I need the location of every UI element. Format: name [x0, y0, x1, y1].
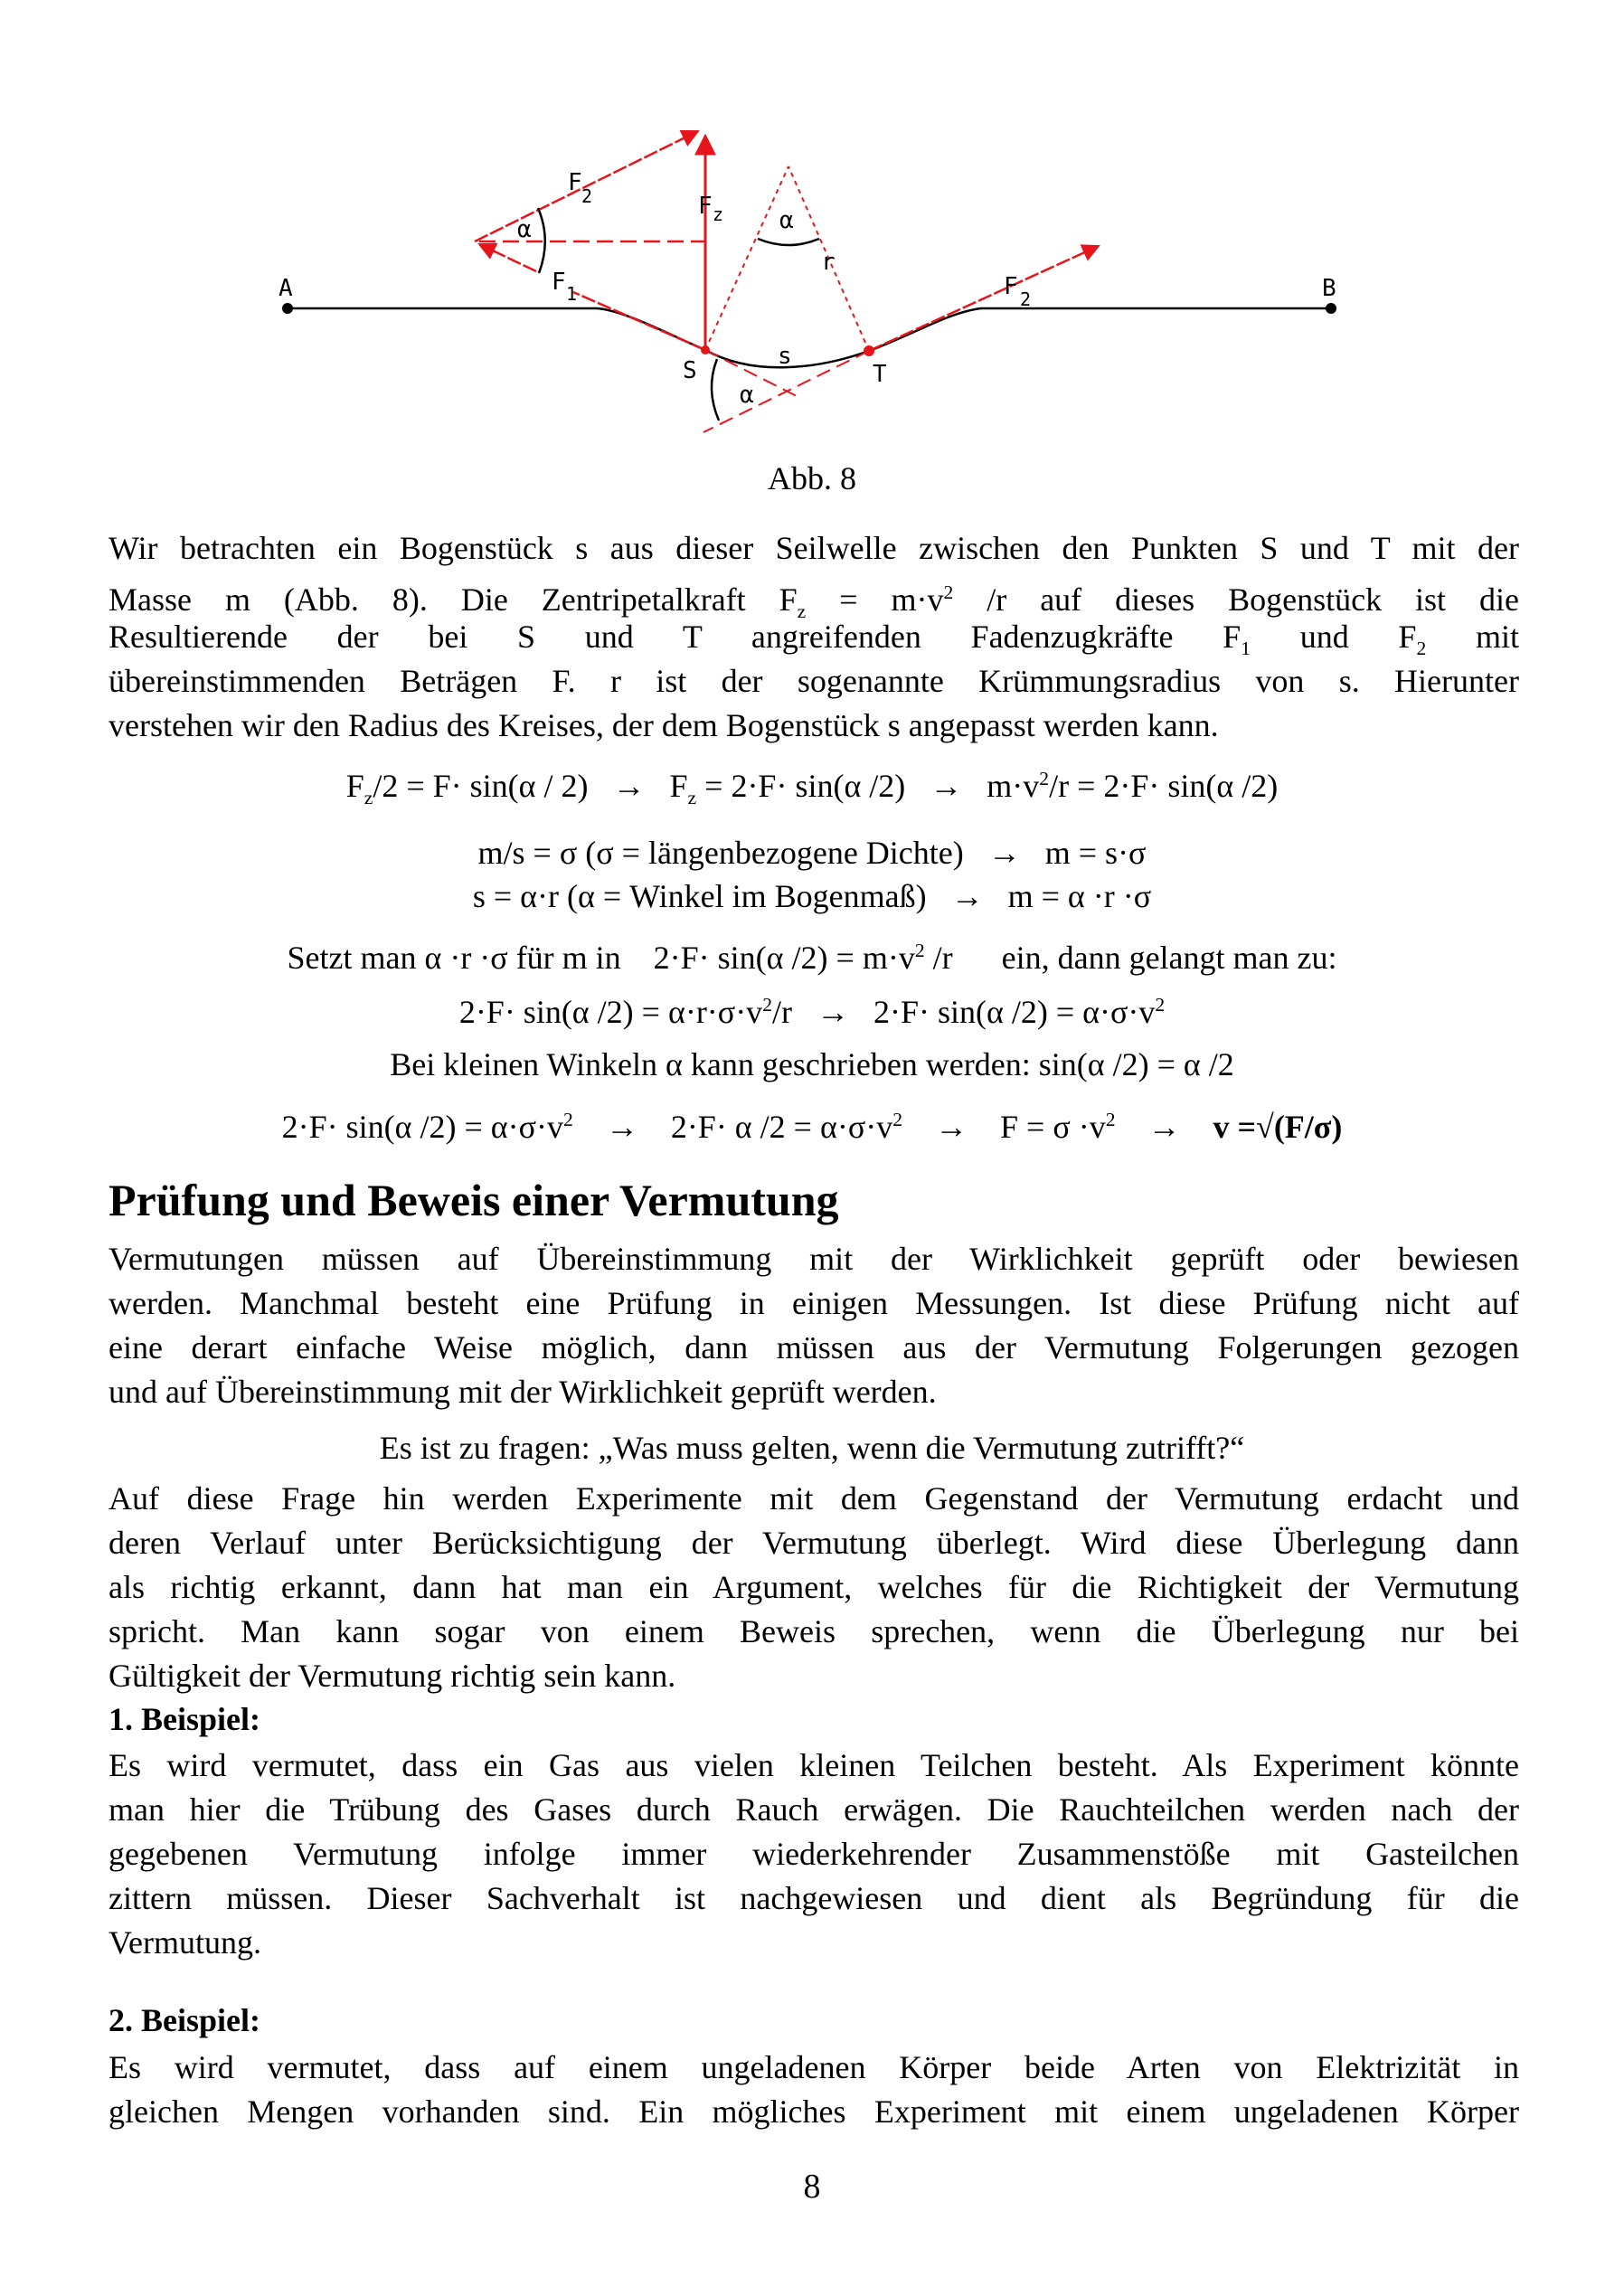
example-1-title: 1. Beispiel: [109, 1701, 260, 1737]
text-line: Resultierende der bei S und T angreifenden Fadenzugkräfte $F_1$ und $F_2$ mit [109, 619, 1519, 660]
point-A-dot [282, 303, 293, 314]
angle-arcs [538, 208, 819, 421]
rope-line [288, 308, 1331, 367]
equation-3: s = α·r (α = Winkel im Bogenmaß) → m = α ·r ·σ [472, 878, 1152, 914]
example-2-title: 2. Beispiel: [109, 2002, 260, 2038]
label-Fz [698, 193, 723, 225]
label-alpha-bottom: α [740, 382, 754, 409]
svg-text:F: F [552, 269, 566, 296]
example-1-text [109, 1744, 1519, 1965]
text-line: zittern müssen. Dieser Sachverhalt ist nachgewiesen und dient als Begründung für die [109, 1880, 1519, 1916]
label-F2-upper [568, 169, 592, 207]
equation-6: Bei kleinen Winkeln α kann geschrieben werden: sin(α /2) = α /2 [390, 1046, 1234, 1082]
label-B: B [1322, 275, 1336, 302]
text-line: gleichen Mengen vorhanden sind. Ein mögliches Experiment mit einem ungeladenen Körper [109, 2093, 1519, 2130]
text-line: Vermutungen müssen auf Übereinstimmung mit der Wirklichkeit geprüft oder bewiesen [109, 1241, 1519, 1277]
text-line: deren Verlauf unter Berücksichtigung der Vermutung überlegt. Wird diese Überlegung dann [109, 1525, 1519, 1561]
result-formula: v =√(F/σ) [1213, 1109, 1343, 1145]
text-line: Es wird vermutet, dass ein Gas aus vielen kleinen Teilchen besteht. Als Experiment könnte [109, 1747, 1519, 1783]
text-line: spricht. Man kann sogar von einem Beweis sprechen, wenn die Überlegung nur bei [109, 1613, 1519, 1649]
equation-5: 2·F· sin(α $/2) = \alpha\cdot r\cdot\sigma\cdot v^2/r \to 2\cdot F\cdot \sin(\alpha$ $/2) = \alpha\cdot\sigma\cdot v^2$ [458, 994, 1166, 1030]
paragraph-conjectures [109, 1237, 1519, 1414]
f1-tangent-line [573, 292, 705, 350]
svg-text:2: 2 [1020, 288, 1032, 310]
equation-7: 2·F· sin(α $/2) = \alpha\cdot\sigma\cdot v^2$ → 2·F· α $/2 = \alpha\cdot\sigma\cdot v^2$ → $F = \sigma \cdot v^2$ → v =√(F/σ) [281, 1109, 1343, 1145]
radius-line-S [705, 166, 788, 350]
svg-text:z: z [713, 203, 724, 225]
svg-text:F: F [568, 169, 582, 196]
text-line: Auf diese Frage hin werden Experimente mit dem Gegenstand der Vermutung erdacht und [109, 1480, 1519, 1517]
equation-4: Setzt man α ·r ·σ für m in 2·F· sin(α $/2) = m\cdot v^2$ /r ein, dann gelangt man zu: [287, 940, 1337, 976]
rope-wave-force-diagram [0, 0, 1624, 452]
equation-2: m/s = σ (σ = längenbezogene Dichte) → m = s·σ [477, 835, 1147, 871]
label-F1 [552, 269, 577, 305]
svg-text:2: 2 [581, 185, 593, 207]
label-s-arc: s [778, 343, 792, 370]
text-line: eine derart einfache Weise möglich, dann müssen aus der Vermutung Folgerungen gezogen [109, 1329, 1519, 1366]
text-line: Masse m (Abb. 8). Die Zentripetalkraft $F_z = m\cdot v^2$ /r auf dieses Bogenstück ist die [109, 581, 1519, 623]
point-S-dot [701, 345, 710, 354]
text-line: Vermutung. [109, 1924, 261, 1961]
paragraph-intro [109, 526, 1519, 748]
page-number: 8 [803, 2168, 821, 2206]
equation-1: $F_z/2 = F\cdot \sin(\alpha / 2) \to F_z = 2\cdot F\cdot \sin(\alpha$ $/2) \to m\cdot v^2/r = 2\cdot F\cdot \sin(\alpha$ /2) [345, 768, 1279, 809]
example-2-text [109, 2046, 1519, 2134]
svg-text:1: 1 [566, 283, 578, 305]
paragraph-experiments [109, 1477, 1519, 1698]
section-heading: Prüfung und Beweis einer Vermutung [109, 1175, 839, 1225]
svg-text:F: F [698, 193, 713, 220]
label-T: T [873, 361, 887, 388]
text-line: als richtig erkannt, dann hat man ein Argument, welches für die Richtigkeit der Vermutung [109, 1569, 1519, 1605]
text-line: übereinstimmenden Beträgen F. r ist der sogenannte Krümmungsradius von s. Hierunter [109, 663, 1519, 699]
f1-arrow [479, 244, 536, 271]
f2-arrow-right [869, 246, 1099, 351]
text-line: gegebenen Vermutung infolge immer wiederkehrender Zusammenstöße mit Gasteilchen [109, 1836, 1519, 1872]
question-line: Es ist zu fragen: „Was muss gelten, wenn die Vermutung zutrifft?“ [379, 1430, 1245, 1466]
text-line: werden. Manchmal besteht eine Prüfung in einigen Messungen. Ist diese Prüfung nicht auf [109, 1285, 1519, 1321]
figure-caption: Abb. 8 [768, 460, 856, 496]
svg-text:F: F [1004, 273, 1018, 300]
point-T-dot [864, 345, 874, 356]
text-line: verstehen wir den Radius des Kreises, der dem Bogenstück s angepasst werden kann. [109, 707, 1219, 743]
text-line: man hier die Trübung des Gases durch Rauch erwägen. Die Rauchteilchen werden nach der [109, 1791, 1519, 1828]
text-line: Wir betrachten ein Bogenstück s aus dieser Seilwelle zwischen den Punkten S und T mit der [109, 530, 1519, 566]
text-line: und auf Übereinstimmung mit der Wirklichkeit geprüft werden. [109, 1374, 937, 1410]
text-line: Gültigkeit der Vermutung richtig sein kann. [109, 1658, 676, 1694]
label-alpha-top: α [779, 207, 794, 234]
label-A: A [279, 275, 293, 302]
label-S: S [683, 357, 697, 384]
label-alpha-left: α [517, 216, 532, 243]
label-r: r [821, 249, 836, 276]
text-line: Es wird vermutet, dass auf einem ungeladenen Körper beide Arten von Elektrizität in [109, 2049, 1519, 2085]
point-B-dot [1326, 303, 1336, 314]
